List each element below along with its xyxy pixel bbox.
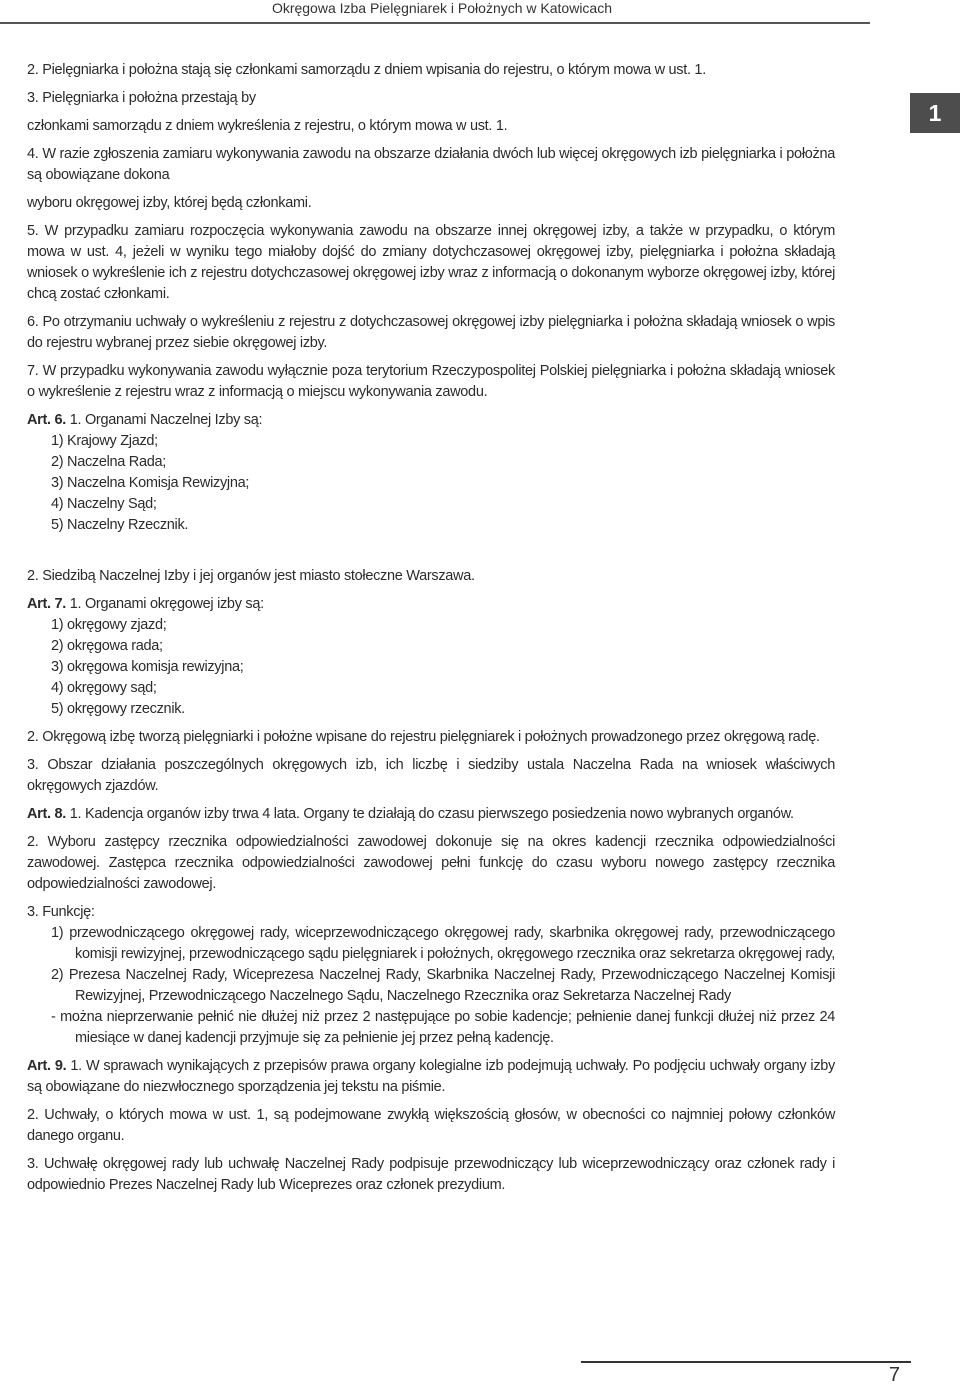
article-7-item: 3) okręgowa komisja rewizyjna; [51,659,244,675]
article-8-intro [27,804,835,825]
article-7-paragraph-3: 3. Obszar działania poszczególnych okręgowych izb, ich liczbę i siedziby ustala Naczelna Rada na wniosek właściwych okręgowych zjazdów. [27,757,835,794]
article-9-label: Art. 9. [27,1058,67,1074]
header-divider [0,22,870,24]
article-6-item: 2) Naczelna Rada; [51,454,166,470]
paragraph-7: 7. W przypadku wykonywania zawodu wyłącznie poza terytorium Rzeczypospolitej Polskiej pielęgniarka i położna składają wniosek o wykreślenie z rejestru wraz z informacją o miejscu wykonywania zawodu. [27,363,835,400]
article-8-dash-note: - można nieprzerwanie pełnić nie dłużej niż przez 2 następujące po sobie kadencje; pełnienie danej funkcji dłużej niż przez 24 miesiące w danej kadencji przyjmuje się za pełnienie jej przez pełną kadencję. [51,1009,835,1046]
article-8-paragraph-3: 3. Funkcję: [27,904,95,920]
paragraph-2: 2. Pielęgniarka i położna stają się członkami samorządu z dniem wpisania do rejestru, o którym mowa w ust. 1. [27,62,706,78]
article-6-intro [27,410,835,431]
article-9-paragraph-2: 2. Uchwały, o których mowa w ust. 1, są podejmowane zwykłą większością głosów, w obecności co najmniej połowy członków danego organu. [27,1107,835,1144]
paragraph-3b: członkami samorządu z dniem wykreślenia z rejestru, o którym mowa w ust. 1. [27,118,508,134]
article-9-paragraph-3: 3. Uchwałę okręgowej rady lub uchwałę Naczelnej Rady podpisuje przewodniczący lub wiceprzewodniczący oraz członek rady i odpowiednio Prezes Naczelnej Rady lub Wiceprezes oraz członek prezydium. [27,1156,835,1193]
article-7-item: 1) okręgowy zjazd; [51,617,167,633]
paragraph-3a: 3. Pielęgniarka i położna przestają by [27,90,256,106]
article-8-paragraph-2: 2. Wyboru zastępcy rzecznika odpowiedzialności zawodowej dokonuje się na okres kadencji rzecznika odpowiedzialności zawodowej. Zastępca rzecznika odpowiedzialności zawodowej pełni funkcję do czasu wyboru nowego zastępcy rzecznika odpowiedzialności zawodowej. [27,834,835,892]
article-9-intro [27,1056,835,1098]
document-body [27,60,835,1196]
article-8-label: Art. 8. [27,806,66,822]
article-8-item-2: 2) Prezesa Naczelnej Rady, Wiceprezesa Naczelnej Rady, Skarbnika Naczelnej Rady, Przewodniczącego Naczelnej Komisji Rewizyjnej, Przewodniczącego Naczelnego Sądu, Naczelnego Rzecznika oraz Sekretarza Naczelnej Rady [51,967,835,1004]
page-header-title: Okręgowa Izba Pielęgniarek i Położnych w Katowicach [271,0,612,16]
page-number: 7 [888,1364,900,1386]
article-7-intro-text: 1. Organami okręgowej izby są: [66,596,264,612]
article-7-label: Art. 7. [27,596,66,612]
article-6-item: 1) Krajowy Zjazd; [51,433,158,449]
article-7-item: 4) okręgowy sąd; [51,680,157,696]
article-8-item-1: 1) przewodniczącego okręgowej rady, wiceprzewodniczącego okręgowej rady, skarbnika okręgowej rady, przewodniczącego komisji rewizyjnej, przewodniczącego sądu pielęgniarek i położnych, okręgowego rzecznika oraz sekretarza okręgowej rady, [51,925,836,962]
footer-divider [581,1361,911,1363]
paragraph-4b: wyboru okręgowej izby, której będą członkami. [27,195,312,211]
article-6-item: 4) Naczelny Sąd; [51,496,157,512]
chapter-tab: 1 [910,93,960,133]
article-7-item: 2) okręgowa rada; [51,638,163,654]
paragraph-6: 6. Po otrzymaniu uchwały o wykreśleniu z rejestru z dotychczasowej okręgowej izby pielęgniarka i położna składają wniosek o wpis do rejestru wybranej przez siebie okręgowej izby. [27,314,835,351]
article-6-label: Art. 6. [27,412,66,428]
article-9-intro-text: 1. W sprawach wynikających z przepisów prawa organy kolegialne izb podejmują uchwały. Po podjęciu uchwały organy izby są obowiązane do niezwłocznego sporządzenia jej tekstu na piśmie. [27,1058,835,1095]
article-8-intro-text: 1. Kadencja organów izby trwa 4 lata. Organy te działają do czasu pierwszego posiedzenia nowo wybranych organów. [66,806,794,822]
article-6-item: 5) Naczelny Rzecznik. [51,517,189,533]
paragraph-4a: 4. W razie zgłoszenia zamiaru wykonywania zawodu na obszarze działania dwóch lub więcej okręgowych izb pielęgniarka i położna są obowiązane dokona [27,146,835,183]
article-7-paragraph-2: 2. Okręgową izbę tworzą pielęgniarki i położne wpisane do rejestru pielęgniarek i położnych prowadzonego przez okręgową radę. [27,729,820,745]
article-6-intro-text: 1. Organami Naczelnej Izby są: [66,412,263,428]
article-7-item: 5) okręgowy rzecznik. [51,701,185,717]
article-7-intro [27,594,835,615]
paragraph-5: 5. W przypadku zamiaru rozpoczęcia wykonywania zawodu na obszarze innej okręgowej izby, a także w przypadku, o którym mowa w ust. 4, jeżeli w wyniku tego miałoby dojść do zmiany dotychczasowej okręgowej izby, pielęgniarka i położna składają wniosek o wykreślenie ich z rejestru dotychczasowej okręgowej izby wraz z informacją o dokonanym wyborze okręgowej izby, której chcą zostać członkami. [27,223,835,302]
article-6-item: 3) Naczelna Komisja Rewizyjna; [51,475,250,491]
article-6-paragraph-2: 2. Siedzibą Naczelnej Izby i jej organów jest miasto stołeczne Warszawa. [27,568,475,584]
